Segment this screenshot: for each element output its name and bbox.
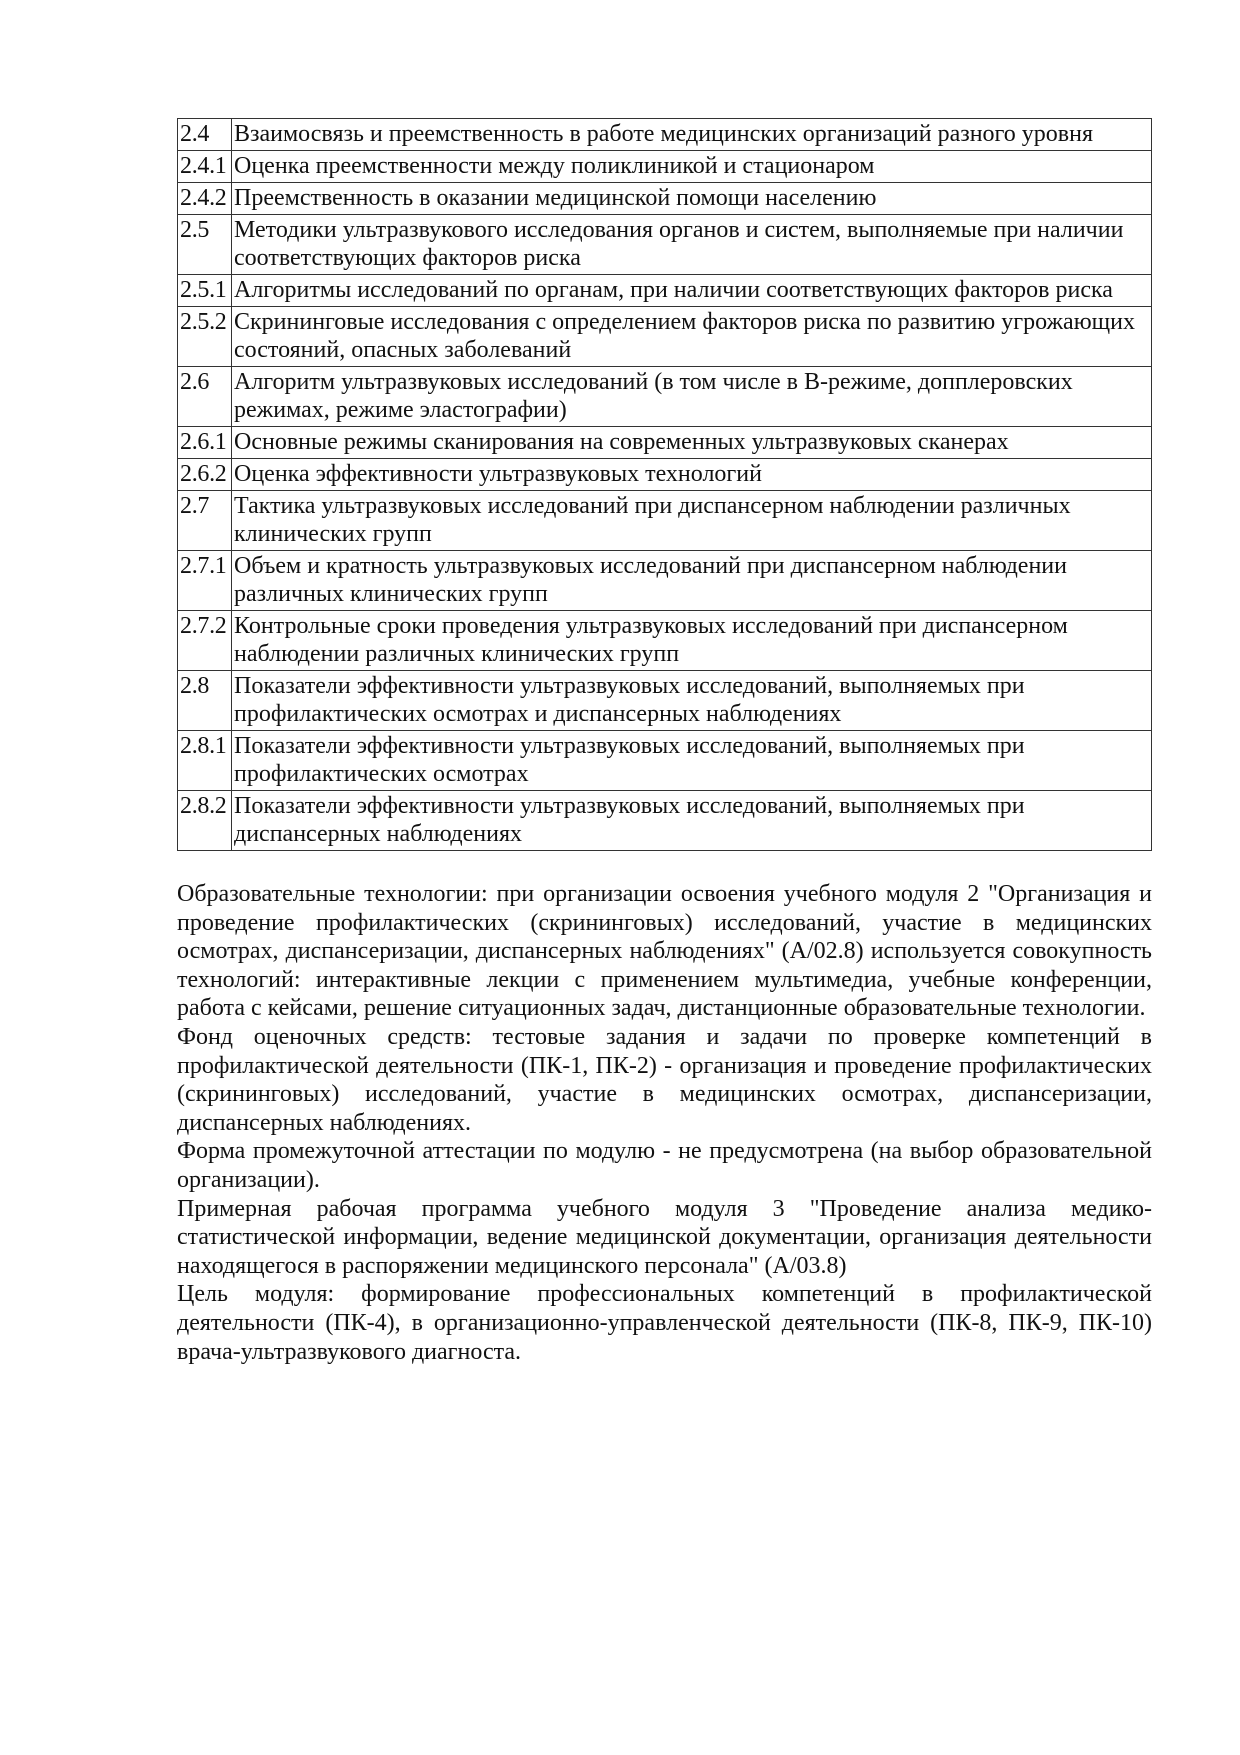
topic-title: Скрининговые исследования с определением факторов риска по развитию угрожающих состояний, опасных заболеваний (232, 307, 1152, 367)
topic-title: Тактика ультразвуковых исследований при диспансерном наблюдении различных клинических групп (232, 491, 1152, 551)
topic-title: Объем и кратность ультразвуковых исследований при диспансерном наблюдении различных клинических групп (232, 551, 1152, 611)
table-row (178, 367, 1152, 427)
assessment-fund-paragraph: Фонд оценочных средств: тестовые задания и задачи по проверке компетенций в профилактической деятельности (ПК-1, ПК-2) - организация и проведение профилактических (скрининговых) исследований, участие в медицинских осмотрах, диспансеризации, диспансерных наблюдениях. (177, 1023, 1152, 1136)
table-row (178, 671, 1152, 731)
curriculum-topics-table (177, 118, 1152, 851)
table-row (178, 459, 1152, 491)
table-row (178, 791, 1152, 851)
module-3-program-paragraph: Примерная рабочая программа учебного модуля 3 "Проведение анализа медико-статистической информации, ведение медицинской документации, организация деятельности находящегося в распоряжении медицинского персонала" (А/03.8) (177, 1195, 1152, 1279)
topic-number: 2.8.1 (178, 731, 232, 791)
body-text (177, 880, 1152, 1366)
topic-number: 2.7.1 (178, 551, 232, 611)
topic-title: Оценка эффективности ультразвуковых технологий (232, 459, 1152, 491)
table-row (178, 275, 1152, 307)
table-row (178, 611, 1152, 671)
topic-title: Показатели эффективности ультразвуковых исследований, выполняемых при диспансерных наблюдениях (232, 791, 1152, 851)
table-row (178, 551, 1152, 611)
topic-number: 2.4.1 (178, 151, 232, 183)
topic-title: Показатели эффективности ультразвуковых исследований, выполняемых при профилактических осмотрах и диспансерных наблюдениях (232, 671, 1152, 731)
educational-technologies-paragraph: Образовательные технологии: при организации освоения учебного модуля 2 "Организация и проведение профилактических (скрининговых) исследований, участие в медицинских осмотрах, диспансеризации, диспансерных наблюдениях" (А/02.8) используется совокупность технологий: интерактивные лекции с применением мультимедиа, учебные конференции, работа с кейсами, решение ситуационных задач, дистанционные образовательные технологии. (177, 881, 1152, 1022)
topic-number: 2.5.2 (178, 307, 232, 367)
topic-number: 2.6.1 (178, 427, 232, 459)
topic-title: Алгоритмы исследований по органам, при наличии соответствующих факторов риска (232, 275, 1152, 307)
module-goal-paragraph: Цель модуля: формирование профессиональных компетенций в профилактической деятельности (ПК-4), в организационно-управленческой деятельности (ПК-8, ПК-9, ПК-10) врача-ультразвукового диагноста. (177, 1281, 1152, 1365)
document-page (177, 118, 1152, 1366)
topic-title: Показатели эффективности ультразвуковых исследований, выполняемых при профилактических осмотрах (232, 731, 1152, 791)
topic-number: 2.5 (178, 215, 232, 275)
topic-number: 2.7 (178, 491, 232, 551)
topic-number: 2.4 (178, 119, 232, 151)
topic-title: Взаимосвязь и преемственность в работе медицинских организаций разного уровня (232, 119, 1152, 151)
table-row (178, 151, 1152, 183)
table-row (178, 119, 1152, 151)
topic-title: Контрольные сроки проведения ультразвуковых исследований при диспансерном наблюдении различных клинических групп (232, 611, 1152, 671)
topic-title: Методики ультразвукового исследования органов и систем, выполняемые при наличии соответствующих факторов риска (232, 215, 1152, 275)
topic-number: 2.4.2 (178, 183, 232, 215)
topic-number: 2.6 (178, 367, 232, 427)
table-row (178, 731, 1152, 791)
topic-number: 2.8.2 (178, 791, 232, 851)
table-row (178, 307, 1152, 367)
topic-number: 2.6.2 (178, 459, 232, 491)
topic-number: 2.8 (178, 671, 232, 731)
topic-title: Основные режимы сканирования на современных ультразвуковых сканерах (232, 427, 1152, 459)
table-row (178, 215, 1152, 275)
table-row (178, 427, 1152, 459)
topic-number: 2.5.1 (178, 275, 232, 307)
topic-number: 2.7.2 (178, 611, 232, 671)
table-row (178, 183, 1152, 215)
topic-title: Преемственность в оказании медицинской помощи населению (232, 183, 1152, 215)
table-row (178, 491, 1152, 551)
topic-title: Алгоритм ультразвуковых исследований (в том числе в В-режиме, допплеровских режимах, режиме эластографии) (232, 367, 1152, 427)
interim-attestation-paragraph: Форма промежуточной аттестации по модулю - не предусмотрена (на выбор образовательной организации). (177, 1138, 1152, 1193)
topic-title: Оценка преемственности между поликлиникой и стационаром (232, 151, 1152, 183)
